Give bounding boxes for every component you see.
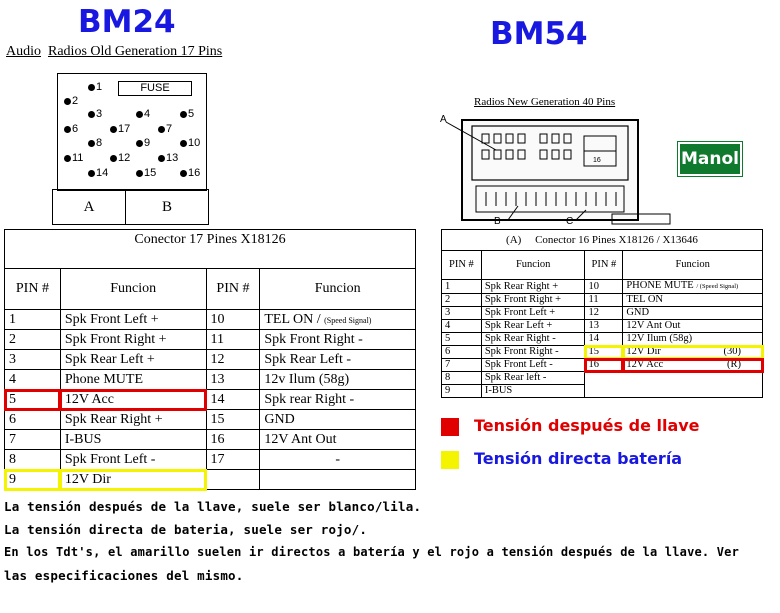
diagram-label-16: 16 <box>593 157 601 164</box>
table-row: 7 I-BUS 16 12V Ant Out <box>5 430 416 450</box>
fuse-box: FUSE <box>118 81 192 96</box>
pin-2: 2 <box>64 95 78 107</box>
table-row: 1 Spk Rear Right + 10 PHONE MUTE / (Speed Signal) <box>442 280 763 294</box>
col-pin: PIN # <box>5 269 61 310</box>
port-a: A <box>52 189 126 225</box>
pin-17: 17 <box>110 123 130 135</box>
pin-11: 11 <box>64 152 83 164</box>
pin-5: 5 <box>180 108 194 120</box>
diagram-label-c: C <box>566 216 574 227</box>
col-pin: PIN # <box>442 251 482 280</box>
pin-7: 7 <box>158 123 172 135</box>
col-funcion-2: Funcion <box>260 269 416 310</box>
port-b: B <box>125 189 209 225</box>
manol-logo: Manol <box>678 142 742 176</box>
pin-9: 9 <box>136 137 150 149</box>
table-row: 2 Spk Front Right + 11 Spk Front Right - <box>5 330 416 350</box>
connector-17-table <box>4 229 416 490</box>
note-line-1: La tensión después de la llave, suele ser blanco/lila. <box>4 499 422 514</box>
pin-12: 12 <box>110 152 130 164</box>
pin-10: 10 <box>180 137 200 149</box>
legend-yellow-label: Tensión directa batería <box>474 449 683 468</box>
pin-8: 8 <box>88 137 102 149</box>
connector-17-diagram <box>52 73 208 225</box>
table-row: 8 Spk Front Left - 17 - <box>5 450 416 470</box>
table-row: 5 Spk Rear Right - 14 12V Ilum (58g) <box>442 333 763 346</box>
new-generation-caption: Radios New Generation 40 Pins <box>474 96 616 108</box>
col-funcion-2: Funcion <box>623 251 763 280</box>
connector-16-table <box>441 229 763 398</box>
pin-4: 4 <box>136 108 150 120</box>
col-pin-2: PIN # <box>585 251 623 280</box>
pin-16: 16 <box>180 167 200 179</box>
diagram-label-a: A <box>440 114 447 125</box>
table-row-acc-highlight: 5 12V Acc 14 Spk rear Right - <box>5 390 416 410</box>
bm54-title: BM54 <box>490 16 588 52</box>
table-17-title: Conector 17 Pines X18126 <box>5 230 416 269</box>
table-row: 3 Spk Front Left + 12 GND <box>442 307 763 320</box>
table-row-acc-highlight: 7 Spk Front Left - 16 12V Acc (R) <box>442 359 763 372</box>
radios-old-label: Radios Old Generation 17 Pins <box>48 44 223 59</box>
table-row: 9 I-BUS <box>442 385 763 398</box>
table-row-dir-highlight: 9 12V Dir <box>5 470 416 490</box>
col-funcion: Funcion <box>481 251 585 280</box>
legend-red-label: Tensión después de llave <box>474 416 700 435</box>
table-row: 1 Spk Front Left + 10 TEL ON / (Speed Signal) <box>5 310 416 330</box>
pin-3: 3 <box>88 108 102 120</box>
old-generation-header <box>6 44 222 60</box>
pin-13: 13 <box>158 152 178 164</box>
col-pin-2: PIN # <box>206 269 260 310</box>
table-row: 4 Spk Rear Left + 13 12V Ant Out <box>442 320 763 333</box>
legend-yellow-swatch <box>441 451 459 469</box>
table-row: 8 Spk Rear left - <box>442 372 763 385</box>
pin-1: 1 <box>88 81 102 93</box>
col-funcion: Funcion <box>60 269 206 310</box>
table-row: 2 Spk Front Right + 11 TEL ON <box>442 294 763 307</box>
pin-6: 6 <box>64 123 78 135</box>
table-row: 6 Spk Rear Right + 15 GND <box>5 410 416 430</box>
table-row: 4 Phone MUTE 13 12v Ilum (58g) <box>5 370 416 390</box>
bm24-title: BM24 <box>78 4 176 40</box>
note-line-4: las especificaciones del mismo. <box>4 568 244 583</box>
table-row: 3 Spk Rear Left + 12 Spk Rear Left - <box>5 350 416 370</box>
diagram-label-b: B <box>494 216 501 227</box>
note-line-2: La tensión directa de bateria, suele ser rojo/. <box>4 522 368 537</box>
pin-14: 14 <box>88 167 108 179</box>
table-row-dir-highlight: 6 Spk Front Right - 15 12V Dir (30) <box>442 346 763 359</box>
audio-label: Audio <box>6 44 41 59</box>
note-line-3: En los Tdt's, el amarillo suelen ir directos a batería y el rojo a tensión después de la llave. Ver <box>4 545 740 559</box>
table-16-title: (A) Conector 16 Pines X18126 / X13646 <box>442 230 763 251</box>
pin-15: 15 <box>136 167 156 179</box>
connector-40-diagram <box>436 110 672 228</box>
legend-red-swatch <box>441 418 459 436</box>
